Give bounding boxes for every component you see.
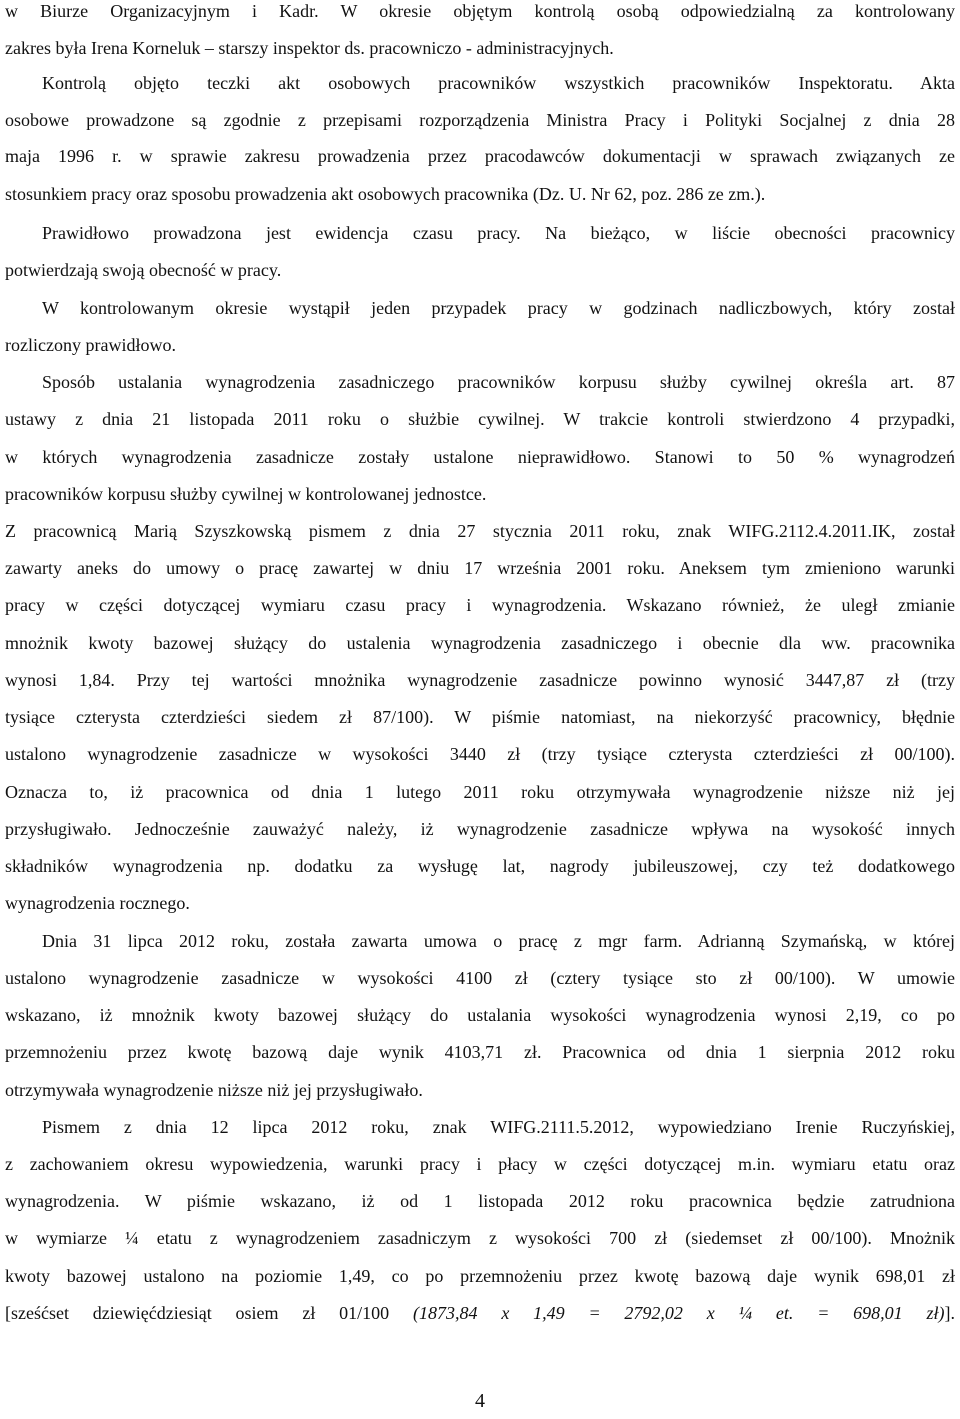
- text-line: w których wynagrodzenia zasadnicze zostały ustalone nieprawidłowo. Stanowi to 50 % wynagrodzeń: [5, 447, 955, 467]
- text-line: pracowników korpusu służby cywilnej w kontrolowanej jednostce.: [5, 484, 487, 504]
- text-line: W kontrolowanym okresie wystąpił jeden przypadek pracy w godzinach nadliczbowych, który został: [42, 298, 955, 318]
- text-line: składników wynagrodzenia np. dodatku za wysługę lat, nagrody jubileuszowej, czy też dodatkowego: [5, 856, 955, 876]
- calculation-fragment: (1873,84 x 1,49 = 2792,02 x ¼ et. = 698,01 zł): [413, 1303, 945, 1323]
- text-line: wynosi 1,84. Przy tej wartości mnożnika wynagrodzenie zasadnicze powinno wynosić 3447,87 zł (trzy: [5, 670, 955, 690]
- text-fragment: ].: [944, 1303, 956, 1323]
- text-fragment: [sześćset dziewięćdziesiąt osiem zł 01/100: [5, 1303, 390, 1323]
- text-line: wynagrodzenia rocznego.: [5, 893, 190, 913]
- text-line: ustawy z dnia 21 listopada 2011 roku o służbie cywilnej. W trakcie kontroli stwierdzono 4 przypadki,: [5, 409, 955, 429]
- text-line: w wymiarze ¼ etatu z wynagrodzeniem zasadniczym z wysokości 700 zł (siedemset zł 00/100). Mnożnik: [5, 1228, 955, 1248]
- text-line: w Biurze Organizacyjnym i Kadr. W okresie objętym kontrolą osobą odpowiedzialną za kontrolowany: [5, 1, 955, 21]
- text-line: Prawidłowo prowadzona jest ewidencja czasu pracy. Na bieżąco, w liście obecności pracownicy: [42, 223, 955, 243]
- text-line: mnożnik kwoty bazowej służący do ustalenia wynagrodzenia zasadniczego i obecnie dla ww. pracownika: [5, 633, 955, 653]
- text-line: [5, 1295, 955, 1332]
- text-line: ustalono wynagrodzenie zasadnicze w wysokości 3440 zł (trzy tysiące czterysta czterdzieści zł 00/100).: [5, 744, 955, 764]
- text-line: tysiące czterysta czterdzieści siedem zł 87/100). W piśmie natomiast, na niekorzyść pracownicy, błędnie: [5, 707, 955, 727]
- text-line: Z pracownicą Marią Szyszkowską pismem z dnia 27 stycznia 2011 roku, znak WIFG.2112.4.2011.IK, został: [5, 521, 955, 541]
- text-line: maja 1996 r. w sprawie zakresu prowadzenia przez pracodawców dokumentacji w sprawach związanych ze: [5, 146, 955, 166]
- text-line: osobowe prowadzone są zgodnie z przepisami rozporządzenia Ministra Pracy i Polityki Socjalnej z dnia 28: [5, 110, 955, 130]
- text-line: otrzymywała wynagrodzenie niższe niż jej przysługiwało.: [5, 1080, 423, 1100]
- text-line: Sposób ustalania wynagrodzenia zasadniczego pracowników korpusu służby cywilnej określa art. 87: [42, 372, 955, 392]
- text-line: pracy w części dotyczącej wymiaru czasu pracy i wynagrodzenia. Wskazano również, że uległ zmianie: [5, 595, 955, 615]
- text-line: wskazano, iż mnożnik kwoty bazowej służący do ustalania wysokości wynagrodzenia wynosi 2,19, co po: [5, 1005, 955, 1025]
- text-line: Oznacza to, iż pracownica od dnia 1 lutego 2011 roku otrzymywała wynagrodzenie niższe niż jej: [5, 782, 955, 802]
- text-line: rozliczony prawidłowo.: [5, 335, 176, 355]
- page-number: 4: [475, 1390, 485, 1412]
- text-line: stosunkiem pracy oraz sposobu prowadzenia akt osobowych pracownika (Dz. U. Nr 62, poz. 286 ze zm.).: [5, 184, 766, 204]
- text-line: Dnia 31 lipca 2012 roku, została zawarta umowa o pracę z mgr farm. Adrianną Szymańską, w której: [42, 931, 955, 951]
- text-line: Kontrolą objęto teczki akt osobowych pracowników wszystkich pracowników Inspektoratu. Akta: [42, 73, 955, 93]
- text-line: przemnożeniu przez kwotę bazową daje wynik 4103,71 zł. Pracownica od dnia 1 sierpnia 2012 roku: [5, 1042, 955, 1062]
- text-line: z zachowaniem okresu wypowiedzenia, warunki pracy i płacy w części dotyczącej m.in. wymiaru etatu oraz: [5, 1154, 955, 1174]
- text-line: wynagrodzenia. W piśmie wskazano, iż od 1 listopada 2012 roku pracownica będzie zatrudniona: [5, 1191, 955, 1211]
- text-line: Pismem z dnia 12 lipca 2012 roku, znak WIFG.2111.5.2012, wypowiedziano Irenie Ruczyńskiej,: [42, 1117, 955, 1137]
- text-line: potwierdzają swoją obecność w pracy.: [5, 260, 282, 280]
- text-line: ustalono wynagrodzenie zasadnicze w wysokości 4100 zł (cztery tysiące sto zł 00/100). W umowie: [5, 968, 955, 988]
- text-line: zakres była Irena Korneluk – starszy inspektor ds. pracowniczo - administracyjnych.: [5, 38, 614, 58]
- text-line: zawarty aneks do umowy o pracę zawartej w dniu 17 września 2001 roku. Aneksem tym zmieniono warunki: [5, 558, 955, 578]
- text-line: kwoty bazowej ustalono na poziomie 1,49, co po przemnożeniu przez kwotę bazową daje wynik 698,01 zł: [5, 1266, 955, 1286]
- text-line: przysługiwało. Jednocześnie zauważyć należy, iż wynagrodzenie zasadnicze wpływa na wysokość innych: [5, 819, 955, 839]
